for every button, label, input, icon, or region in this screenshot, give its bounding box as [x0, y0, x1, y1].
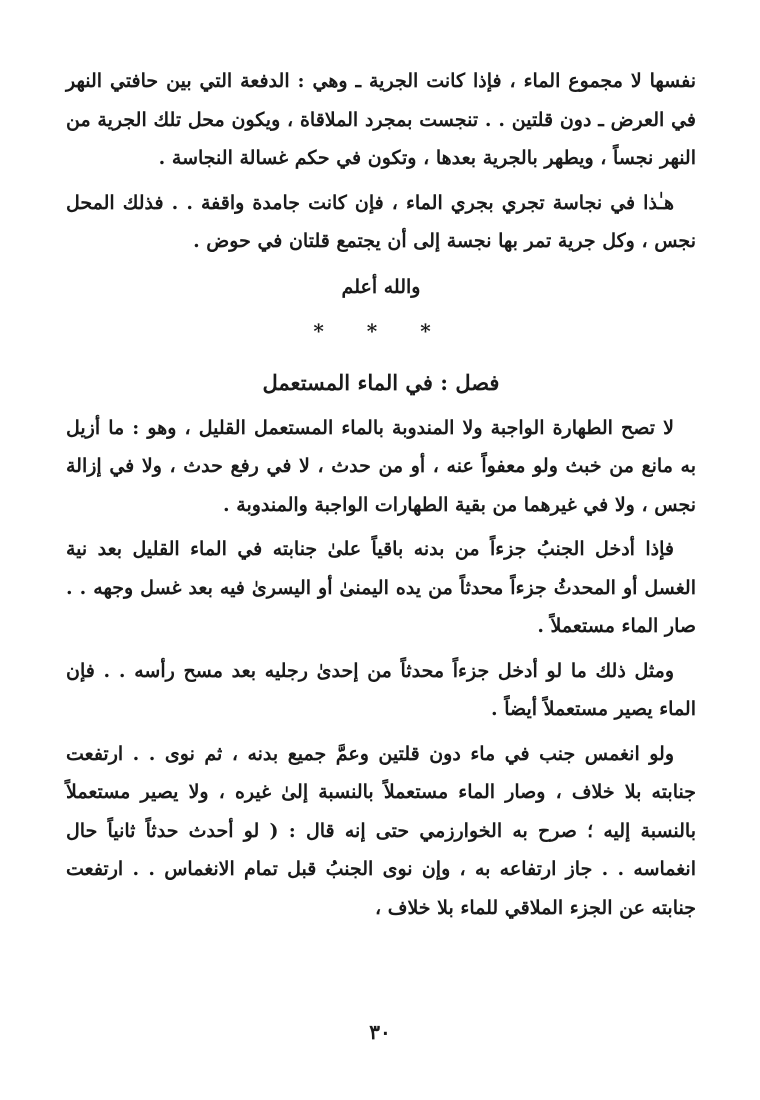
closing-phrase: والله أعلم — [341, 275, 421, 298]
paragraph-junub-immersion: فإذا أدخل الجنبُ جزءاً من بدنه باقياً علىٰ جنابته في الماء القليل بعد نية الغسل أو المحدثُ جزءاً محدثاً من يده اليمنىٰ أو اليسرىٰ فيه بعد غسل وجهه . . صار الماء مستعملاً . — [66, 538, 696, 637]
section-separator: * * * — [313, 318, 449, 343]
paragraph-river-flow: نفسها لا مجموع الماء ، فإذا كانت الجرية ـ وهي : الدفعة التي بين حافتي النهر في العرض ـ دون قلتين . . تنجست بمجرد الملاقاة ، ويكون محل تلك الجرية من النهر نجساً ، ويطهر بالجرية بعدها ، وتكون في حكم غسالة النجاسة . — [66, 70, 696, 169]
paragraph-foot-example: ومثل ذلك ما لو أدخل جزءاً محدثاً من إحدىٰ رجليه بعد مسح رأسه . . فإن الماء يصير مستعملاً أيضاً . — [66, 659, 696, 720]
page-number: ٣٠ — [369, 1020, 391, 1044]
paragraph-used-water-definition: لا تصح الطهارة الواجبة ولا المندوبة بالماء المستعمل القليل ، وهو : ما أزيل به مانع من خبث ولو معفواً عنه ، أو من حدث ، لا في رفع حدث ، ولا في إزالة نجس ، ولا في غيرهما من بقية الطهارات الواجبة والمندوبة . — [66, 416, 696, 516]
paragraph-static-impurity: هـٰذا في نجاسة تجري بجري الماء ، فإن كانت جامدة واقفة . . فذلك المحل نجس ، وكل جرية تمر بها نجسة إلى أن يجتمع قلتان في حوض . — [66, 191, 696, 252]
section-heading: فصل : في الماء المستعمل — [262, 369, 500, 395]
paragraph-full-immersion: ولو انغمس جنب في ماء دون قلتين وعمَّ جميع بدنه ، ثم نوى . . ارتفعت جنابته بلا خلاف ، وصار الماء مستعملاً بالنسبة إلىٰ غيره ، ولا يصير مستعملاً بالنسبة إليه ؛ صرح به الخوارزمي حتى إنه قال : ( لو أحدث حدثاً ثانياً حال انغماسه . . جاز ارتفاعه به ، وإن نوى الجنبُ قبل تمام الانغماس . . ارتفعت جنابته عن الجزء الملاقي للماء بلا خلاف ، — [66, 742, 696, 919]
page-body — [66, 62, 696, 933]
